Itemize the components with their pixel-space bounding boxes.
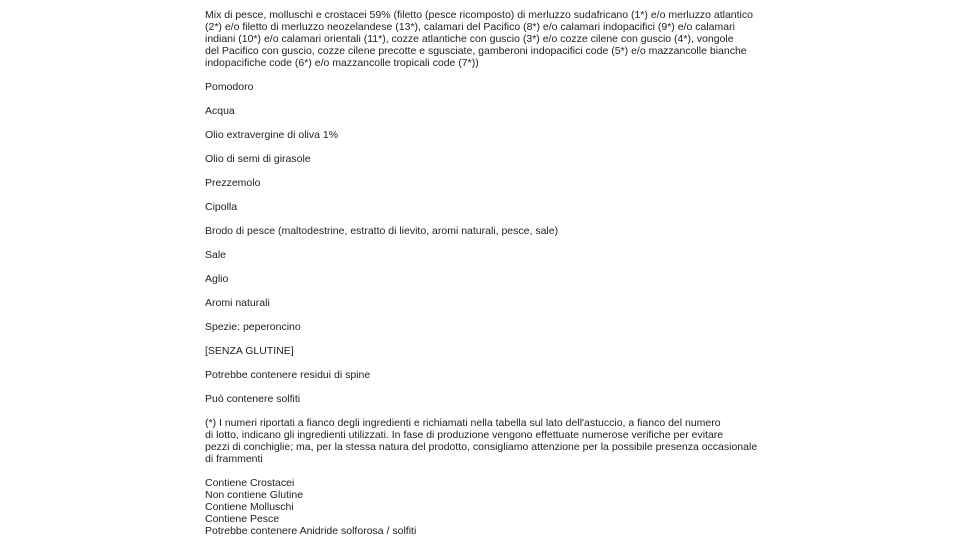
ingredient-item: Pomodoro [205, 81, 254, 93]
allergen-item: Contiene Crostacei [205, 477, 295, 489]
main-ingredient-description: Mix di pesce, molluschi e crostacei 59% (filetto (pesce ricomposto) di merluzzo sudafricano (1*) e/o merluzzo atlantico (2*) e/o filetto di merluzzo neozelandese (13*), calamari del Pacifico (8*) e/o calamari indopacifici (9*) e/o calamari indiani (10*) e/o calamari orientali (11*), cozze atlantiche con guscio (3*) e/o cozze cilene con guscio (4*), vongole del Pacifico con guscio, cozze cilene precotte e sgusciate, gamberoni indopacifici code (5*) e/o mazzancolle bianche indopacifiche code (6*) e/o mazzancolle tropicali code (7*)) [205, 9, 753, 69]
gluten-free-label: [SENZA GLUTINE] [205, 345, 294, 357]
warning-item: Può contenere solfiti [205, 393, 301, 405]
ingredient-item: Sale [205, 249, 227, 261]
ingredient-item: Aglio [205, 273, 229, 285]
allergen-item: Non contiene Glutine [205, 489, 304, 501]
ingredient-item: Prezzemolo [205, 177, 261, 189]
ingredient-item: Brodo di pesce (maltodestrine, estratto di lievito, aromi naturali, pesce, sale) [205, 225, 559, 237]
ingredients-panel [205, 9, 765, 537]
ingredient-item: Aromi naturali [205, 297, 270, 309]
warning-item: Potrebbe contenere residui di spine [205, 369, 371, 381]
ingredient-footnote: (*) I numeri riportati a fianco degli ingredienti e richiamati nella tabella sul lato dell'astuccio, a fianco del numero di lotto, indicano gli ingredienti utilizzati. In fase di produzione vengono effettuate numerose verifiche per evitare pezzi di conchiglie; ma, per la stessa natura del prodotto, consigliamo attenzione per la possibile presenza occasionale di frammenti [205, 417, 758, 465]
allergen-item: Potrebbe contenere Anidride solforosa / solfiti [205, 525, 417, 537]
allergen-item: Contiene Molluschi [205, 501, 294, 513]
ingredient-item: Olio di semi di girasole [205, 153, 311, 165]
ingredient-item: Acqua [205, 105, 235, 117]
ingredient-item: Cipolla [205, 201, 238, 213]
allergen-item: Contiene Pesce [205, 513, 280, 525]
ingredient-item: Spezie: peperoncino [205, 321, 301, 333]
ingredient-item: Olio extravergine di oliva 1% [205, 129, 339, 141]
allergen-list [205, 477, 765, 537]
